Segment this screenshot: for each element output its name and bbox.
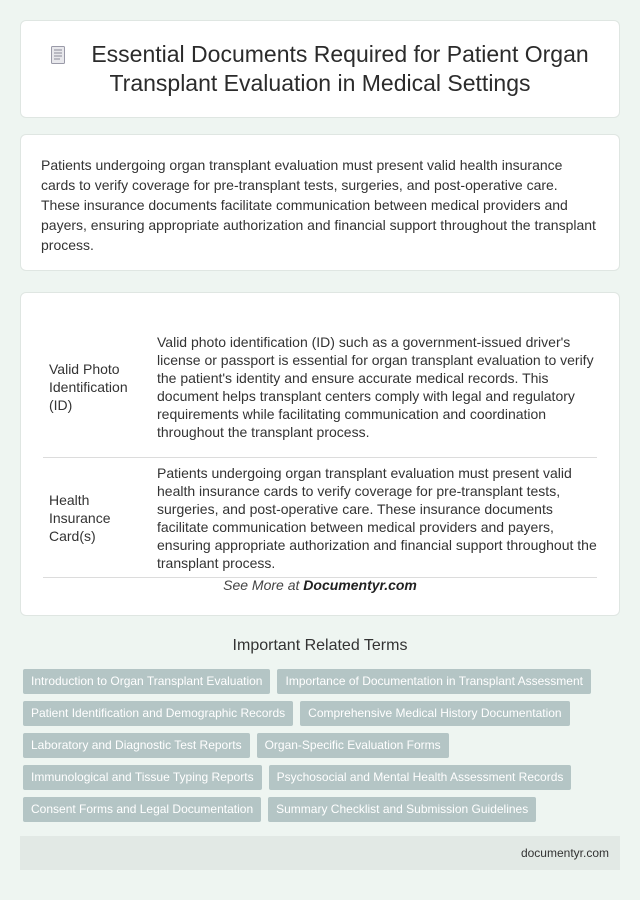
documents-table-card <box>20 292 620 616</box>
summary-card <box>20 134 620 271</box>
see-more-prefix: See More at <box>223 577 304 593</box>
document-icon <box>51 46 65 64</box>
see-more-link[interactable] <box>21 577 619 593</box>
page-title-text: Essential Documents Required for Patient Organ Transplant Evaluation in Medical Settings <box>91 41 589 96</box>
document-description: Patients undergoing organ transplant evaluation must present valid health insurance cards to verify coverage for pre-transplant tests, surgeries, and post-operative care. These insurance documents facilitate communication between medical providers and payers, ensuring appropriate authorization and financial support throughout the transplant process. <box>157 464 597 571</box>
document-description: Valid photo identification (ID) such as a government-issued driver's license or passport is essential for organ transplant evaluation to verify the patient's identity and ensure accurate medical records. This document helps transplant centers comply with legal and regulatory requirements while facilitating communication and coordination throughout the transplant process. <box>157 334 594 440</box>
related-term-tag[interactable]: Laboratory and Diagnostic Test Reports <box>23 733 250 758</box>
document-term: Valid Photo Identification (ID) <box>49 361 128 413</box>
related-term-tag[interactable]: Importance of Documentation in Transplant Assessment <box>277 669 591 694</box>
related-term-tag[interactable]: Patient Identification and Demographic Records <box>23 701 293 726</box>
related-term-tag[interactable]: Summary Checklist and Submission Guidelines <box>268 797 536 822</box>
related-term-tag[interactable]: Psychosocial and Mental Health Assessment Records <box>269 765 572 790</box>
summary-text: Patients undergoing organ transplant evaluation must present valid health insurance cards to verify coverage for pre-transplant tests, surgeries, and post-operative care. These insurance documents facilitate communication between medical providers and payers, ensuring appropriate authorization and financial support throughout the transplant process. <box>41 157 596 253</box>
page-title-wrapper <box>21 40 619 98</box>
table-row <box>43 317 597 458</box>
document-term: Health Insurance Card(s) <box>49 491 111 544</box>
related-term-tag[interactable]: Introduction to Organ Transplant Evaluation <box>23 669 270 694</box>
footer <box>20 836 620 870</box>
related-terms-list <box>23 669 623 822</box>
see-more-site[interactable]: Documentyr.com <box>303 577 417 593</box>
related-terms-title: Important Related Terms <box>232 637 408 654</box>
related-term-tag[interactable]: Organ-Specific Evaluation Forms <box>257 733 449 758</box>
footer-domain-link[interactable]: documentyr.com <box>520 846 609 860</box>
related-term-tag[interactable]: Consent Forms and Legal Documentation <box>23 797 261 822</box>
related-term-tag[interactable]: Comprehensive Medical History Documentation <box>300 701 569 726</box>
page-title <box>21 40 619 98</box>
table-row <box>43 458 597 578</box>
related-term-tag[interactable]: Immunological and Tissue Typing Reports <box>23 765 262 790</box>
title-card <box>20 20 620 118</box>
